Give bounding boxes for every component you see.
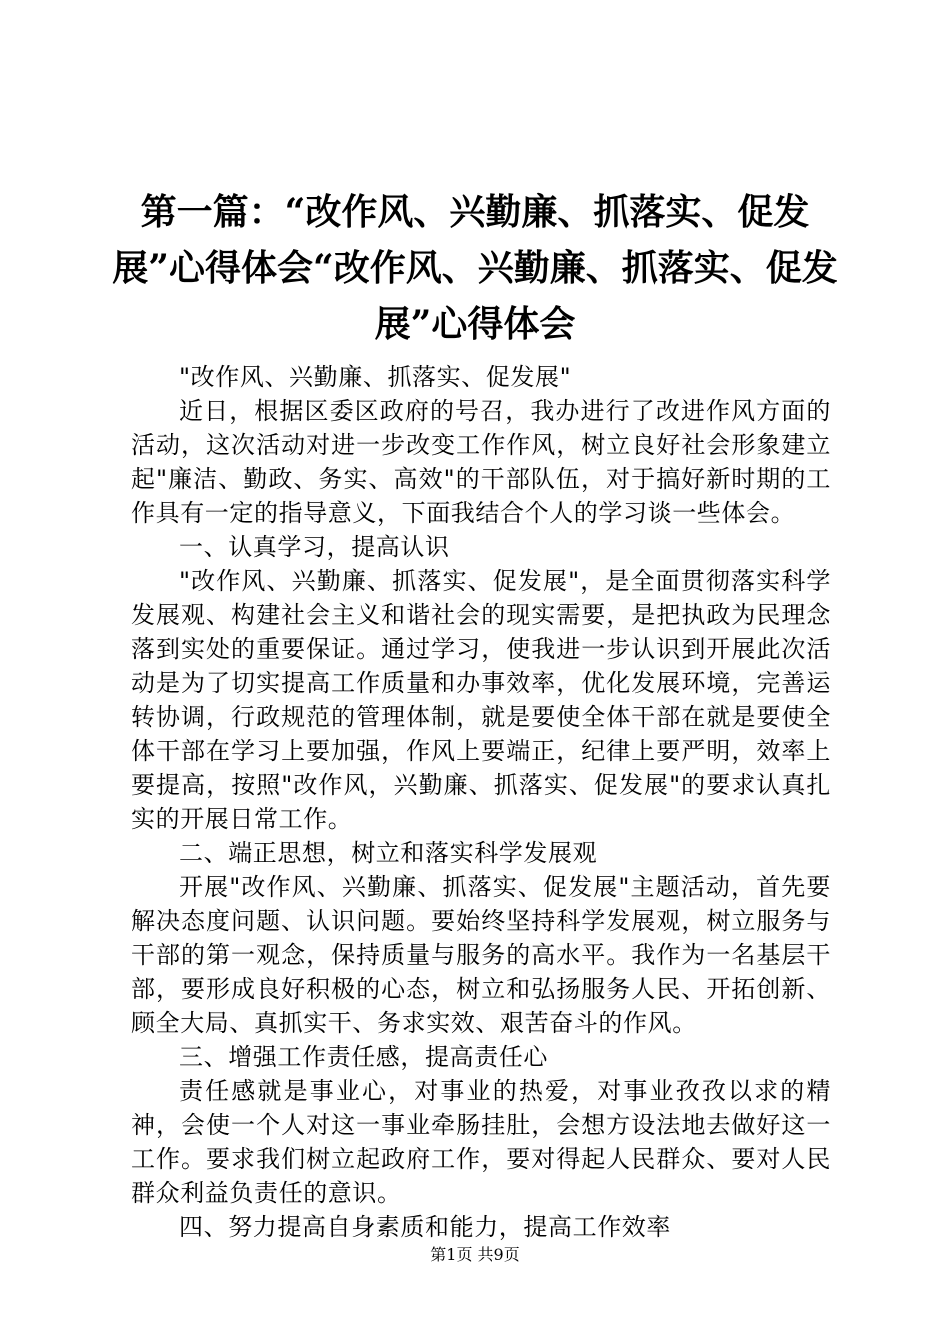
section-heading-4: 四、努力提高自身素质和能力，提高工作效率 [179, 1213, 671, 1241]
page-footer: 第1页 共9页 [430, 1245, 520, 1264]
paragraph-theme: "改作风、兴勤廉、抓落实、促发展" [179, 363, 572, 391]
document-body [131, 360, 831, 1244]
section-heading-2: 二、端正思想，树立和落实科学发展观 [179, 839, 598, 867]
document-title: 第一篇：“改作风、兴勤廉、抓落实、促发展”心得体会“改作风、兴勤廉、抓落实、促发展”心得体会 [112, 191, 838, 345]
paragraph-section-1: "改作风、兴勤廉、抓落实、促发展"，是全面贯彻落实科学发展观、构建社会主义和谐社会的现实需要，是把执政为民理念落到实处的重要保证。通过学习，使我进一步认识到开展此次活动是为了切实提高工作质量和办事效率，优化发展环境，完善运转协调，行政规范的管理体制，就是要使全体干部在就是要使全体干部在学习上要加强，作风上要端正，纪律上要严明，效率上要提高，按照"改作风，兴勤廉、抓落实、促发展"的要求认真扎实的开展日常工作。 [131, 567, 831, 833]
section-heading-1: 一、认真学习，提高认识 [179, 533, 450, 561]
section-heading-3: 三、增强工作责任感，提高责任心 [179, 1043, 548, 1071]
paragraph-section-3: 责任感就是事业心，对事业的热爱，对事业孜孜以求的精神，会使一个人对这一事业牵肠挂肚，会想方设法地去做好这一工作。要求我们树立起政府工作，要对得起人民群众、要对人民群众利益负责任的意识。 [131, 1077, 831, 1207]
paragraph-intro: 近日，根据区委区政府的号召，我办进行了改进作风方面的活动，这次活动对进一步改变工作作风，树立良好社会形象建立起"廉洁、勤政、务实、高效"的干部队伍，对于搞好新时期的工作具有一定的指导意义，下面我结合个人的学习谈一些体会。 [131, 397, 831, 527]
paragraph-section-2: 开展"改作风、兴勤廉、抓落实、促发展"主题活动，首先要解决态度问题、认识问题。要始终坚持科学发展观，树立服务与干部的第一观念，保持质量与服务的高水平。我作为一名基层干部，要形成良好积极的心态，树立和弘扬服务人民、开拓创新、顾全大局、真抓实干、务求实效、艰苦奋斗的作风。 [131, 873, 831, 1037]
